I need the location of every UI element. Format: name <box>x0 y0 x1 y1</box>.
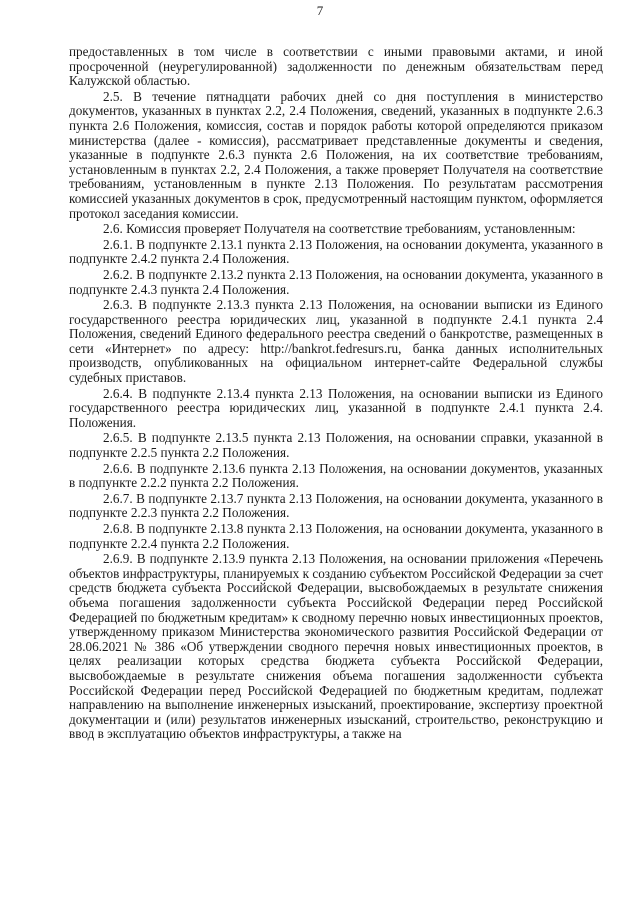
document-body <box>69 45 603 743</box>
paragraph-continuation: предоставленных в том числе в соответствии с иными правовыми актами, и иной просроченной (неурегулированной) задолженности по денежным обязательствам перед Калужской областью. <box>69 44 603 89</box>
paragraph-2-6-5: 2.6.5. В подпункте 2.13.5 пункта 2.13 Положения, на основании справки, указанной в подпункте 2.2.5 пункта 2.2 Положения. <box>69 430 603 461</box>
paragraph-2-6-2: 2.6.2. В подпункте 2.13.2 пункта 2.13 Положения, на основании документа, указанного в подпункте 2.4.3 пункта 2.4 Положения. <box>69 266 603 297</box>
paragraph-2-6-7: 2.6.7. В подпункте 2.13.7 пункта 2.13 Положения, на основании документа, указанного в подпункте 2.2.3 пункта 2.2 Положения. <box>69 490 603 521</box>
paragraph-2-6-1: 2.6.1. В подпункте 2.13.1 пункта 2.13 Положения, на основании документа, указанного в подпункте 2.4.2 пункта 2.4 Положения. <box>69 236 603 267</box>
paragraph-2-6: 2.6. Комиссия проверяет Получателя на соответствие требованиям, установленным: <box>103 221 576 237</box>
page-number: 7 <box>316 3 324 18</box>
paragraph-2-6-6: 2.6.6. В подпункте 2.13.6 пункта 2.13 Положения, на основании документов, указанных в подпункте 2.2.2 пункта 2.2 Положения. <box>69 460 603 491</box>
paragraph-2-6-9: 2.6.9. В подпункте 2.13.9 пункта 2.13 Положения, на основании приложения «Перечень объектов инфраструктуры, планируемых к созданию субъектом Российской Федерации за счет средств бюджета субъекта Российской Федерации, высвобождаемых в результате снижения объема погашения задолженности субъекта Российской Федерации перед Российской Федерацией по бюджетным кредитам» к сводному перечню новых инвестиционных проектов, утвержденному приказом Министерства экономического развития Российской Федерации от 28.06.2021 № 386 «Об утверждении сводного перечня новых инвестиционных проектов, в целях реализации которых средства бюджета субъекта Российской Федерации, высвобождаемые в результате снижения объема погашения задолженности субъекта Российской Федерации перед Российской Федерацией по бюджетным кредитам, подлежат направлению на выполнение инженерных изысканий, проектирование, экспертизу проектной документации и (или) результатов инженерных изысканий, строительство, реконструкцию и ввод в эксплуатацию объектов инфраструктуры, а также на <box>69 551 603 742</box>
paragraph-2-5: 2.5. В течение пятнадцати рабочих дней со дня поступления в министерство документов, указанных в пунктах 2.2, 2.4 Положения, сведений, указанных в подпункте 2.6.3 пункта 2.6 Положения, комиссия, состав и порядок работы которой определяются приказом министерства (далее - комиссия), рассматривает представленные документы и сведения, указанные в подпункте 2.6.3 пункта 2.6 Положения, на их соответствие требованиям, установленным в пунктах 2.2, 2.4 Положения, а также проверяет Получателя на соответствие требованиям, установленным в пункте 2.13 Положения. По результатам рассмотрения комиссией указанных документов в срок, предусмотренный настоящим пунктом, оформляется протокол заседания комиссии. <box>69 88 603 221</box>
paragraph-2-6-4: 2.6.4. В подпункте 2.13.4 пункта 2.13 Положения, на основании выписки из Единого государственного реестра юридических лиц, указанной в подпункте 2.4.1 пункта 2.4. Положения. <box>69 385 603 430</box>
paragraph-2-6-3: 2.6.3. В подпункте 2.13.3 пункта 2.13 Положения, на основании выписки из Единого государственного реестра юридических лиц, указанной в подпункте 2.4.1 пункта 2.4 Положения, сведений Единого федерального реестра сведений о банкротстве, размещенных в сети «Интернет» по адресу: http://bankrot.fedresurs.ru, банка данных исполнительных производств, опубликованных на официальном интернет-сайте Федеральной службы судебных приставов. <box>69 297 603 386</box>
paragraph-2-6-8: 2.6.8. В подпункте 2.13.8 пункта 2.13 Положения, на основании документа, указанного в подпункте 2.2.4 пункта 2.2 Положения. <box>69 521 603 551</box>
